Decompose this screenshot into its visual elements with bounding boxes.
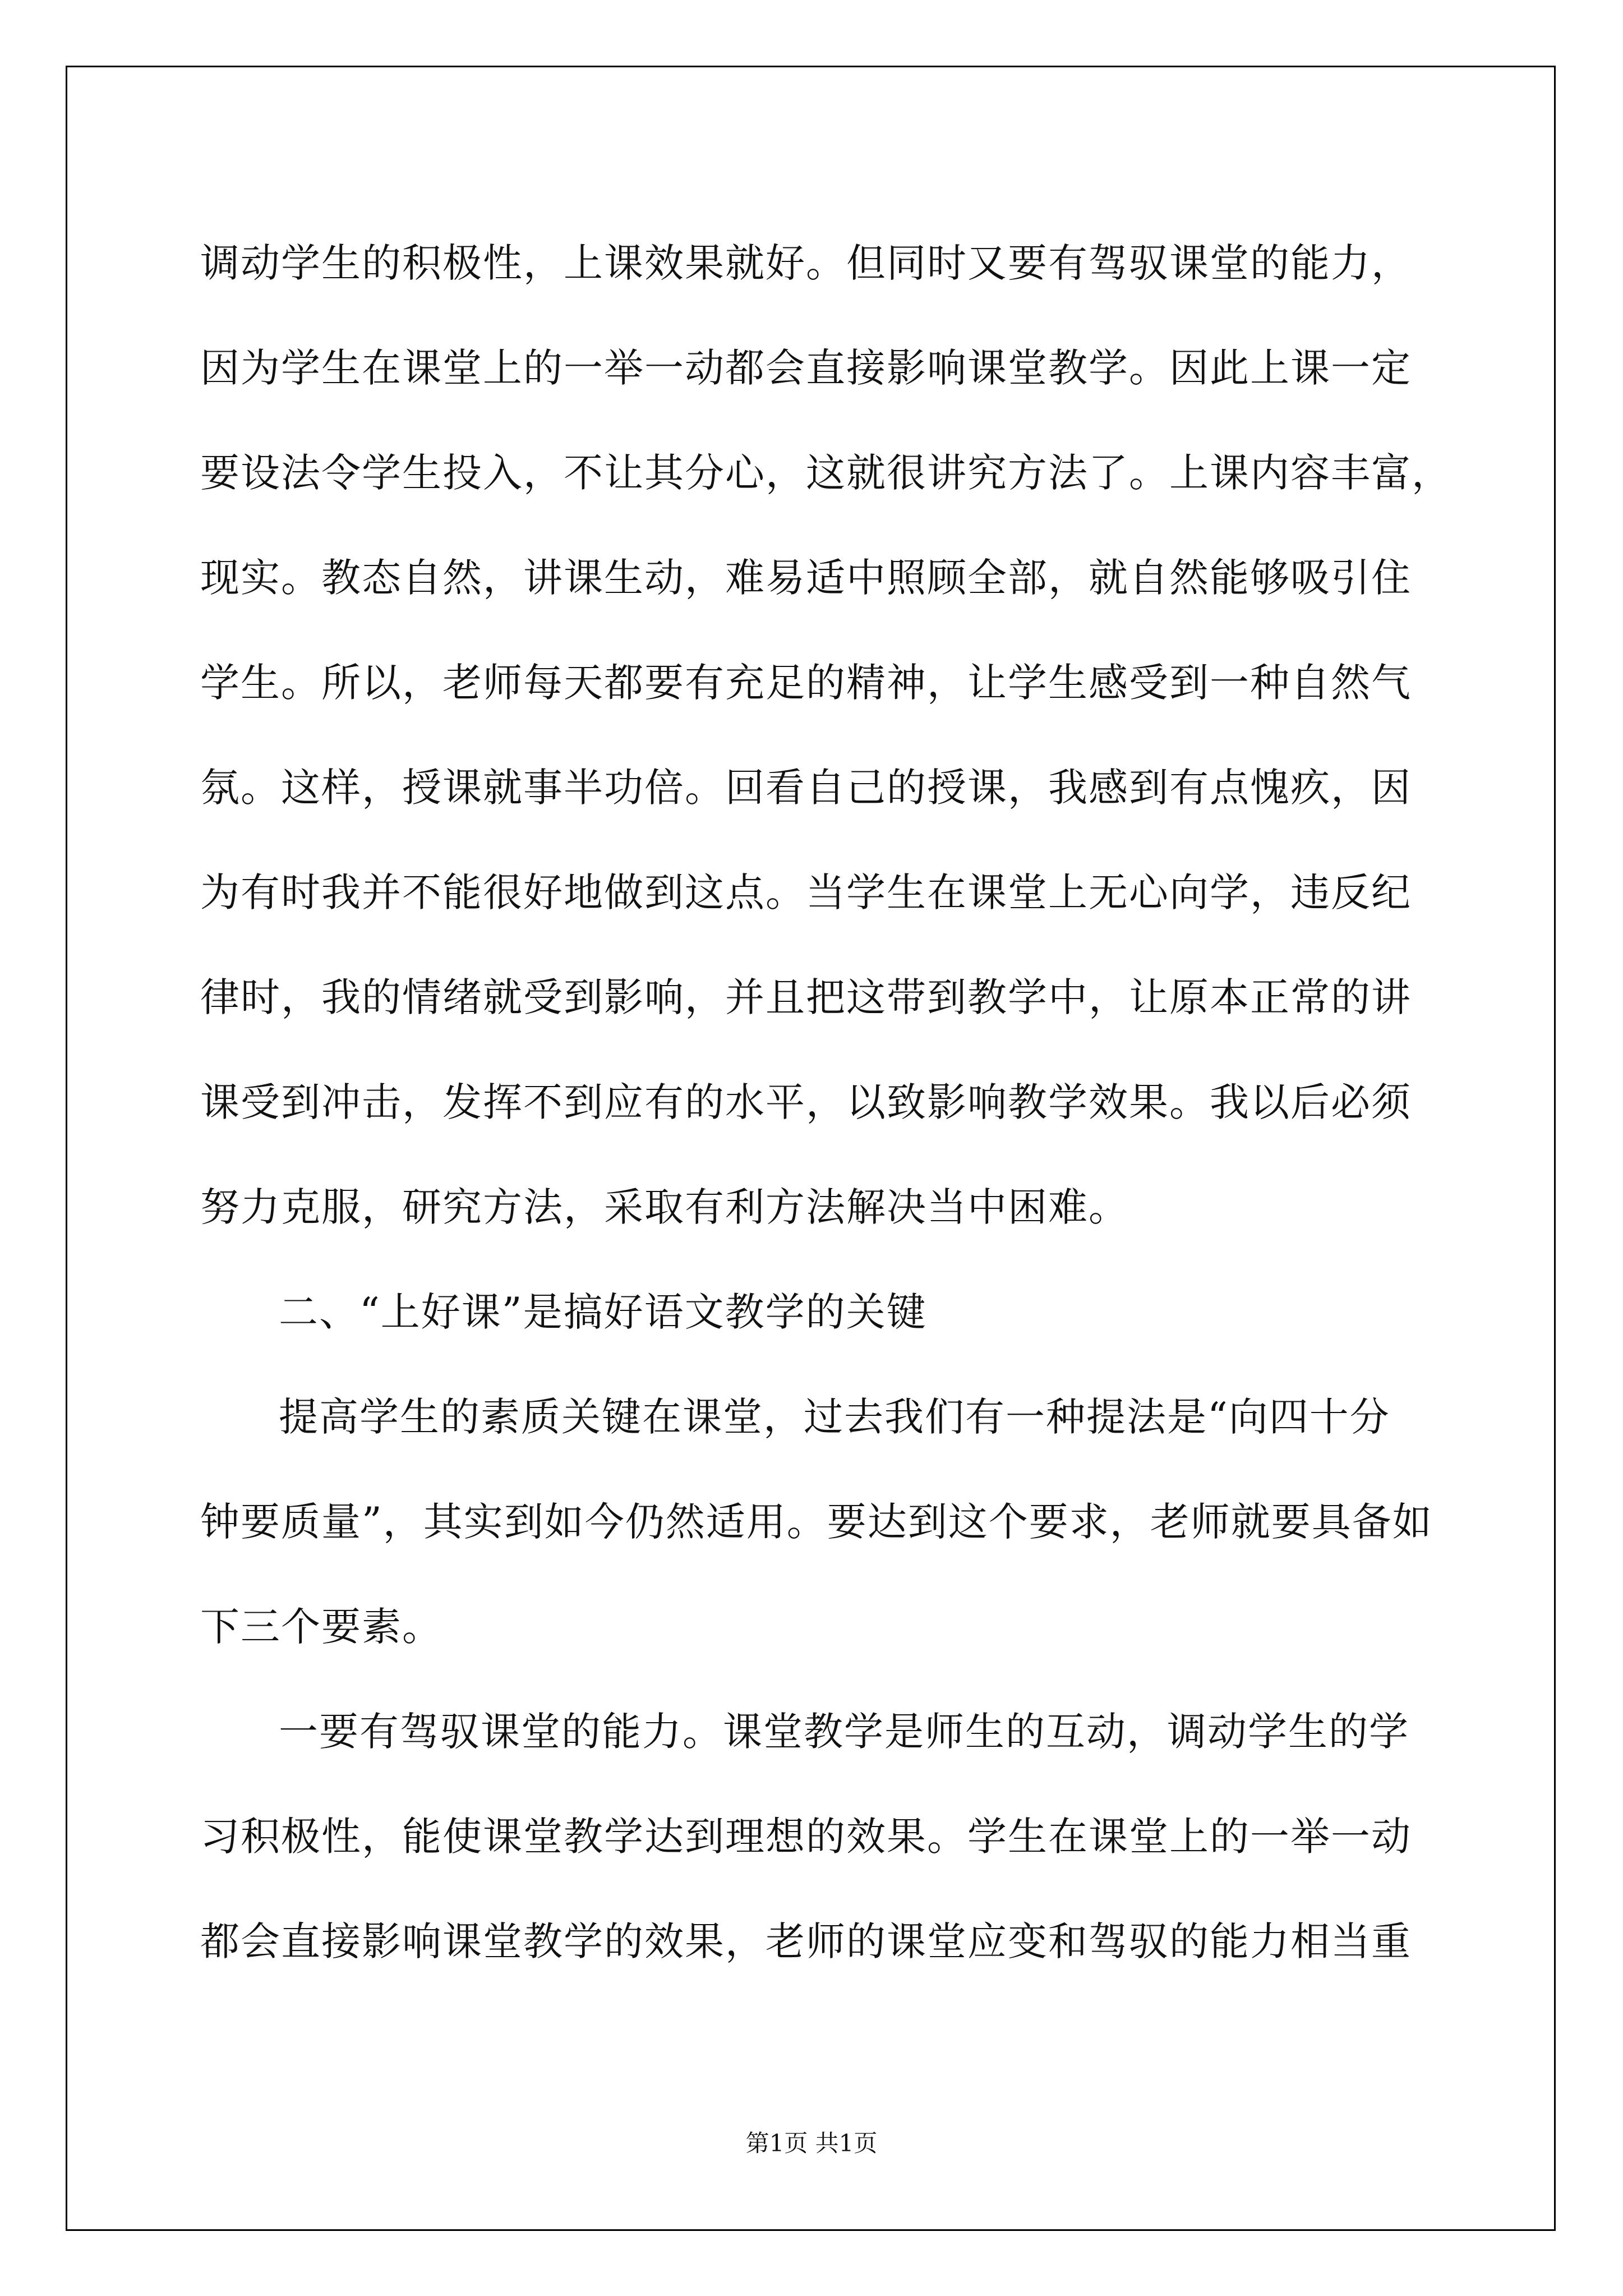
paragraph-line: 为有时我并不能很好地做到这点。当学生在课堂上无心向学，违反纪 — [200, 869, 1412, 915]
section-heading: 二、“上好课”是搞好语文教学的关键 — [279, 1289, 927, 1335]
paragraph-line: 下三个要素。 — [200, 1604, 442, 1650]
paragraph-line: 课受到冲击，发挥不到应有的水平，以致影响教学效果。我以后必须 — [200, 1079, 1412, 1125]
paragraph-line: 一要有驾驭课堂的能力。课堂教学是师生的互动，调动学生的学 — [279, 1709, 1409, 1755]
paragraph-line: 氛。这样，授课就事半功倍。回看自己的授课，我感到有点愧疚，因 — [200, 765, 1412, 811]
paragraph-line: 钟要质量”，其实到如今仍然适用。要达到这个要求，老师就要具备如 — [200, 1499, 1433, 1545]
paragraph-line: 习积极性，能使课堂教学达到理想的效果。学生在课堂上的一举一动 — [200, 1814, 1412, 1860]
paragraph-line: 学生。所以，老师每天都要有充足的精神，让学生感受到一种自然气 — [200, 660, 1412, 706]
paragraph-line: 因为学生在课堂上的一举一动都会直接影响课堂教学。因此上课一定 — [200, 345, 1412, 391]
paragraph-line: 调动学生的积极性，上课效果就好。但同时又要有驾驭课堂的能力， — [200, 240, 1412, 286]
document-body — [200, 211, 1490, 1994]
paragraph-line: 现实。教态自然，讲课生动，难易适中照顾全部，就自然能够吸引住 — [200, 555, 1412, 601]
paragraph-line: 都会直接影响课堂教学的效果，老师的课堂应变和驾驭的能力相当重 — [200, 1918, 1412, 1964]
page-footer: 第1页 共1页 — [745, 2129, 878, 2157]
paragraph-line: 要设法令学生投入，不让其分心，这就很讲究方法了。上课内容丰富， — [200, 450, 1452, 496]
paragraph-line: 努力克服，研究方法，采取有利方法解决当中困难。 — [200, 1184, 1129, 1230]
paragraph-line: 律时，我的情绪就受到影响，并且把这带到教学中，让原本正常的讲 — [200, 974, 1412, 1020]
paragraph-line: 提高学生的素质关键在课堂，过去我们有一种提法是“向四十分 — [279, 1394, 1390, 1440]
